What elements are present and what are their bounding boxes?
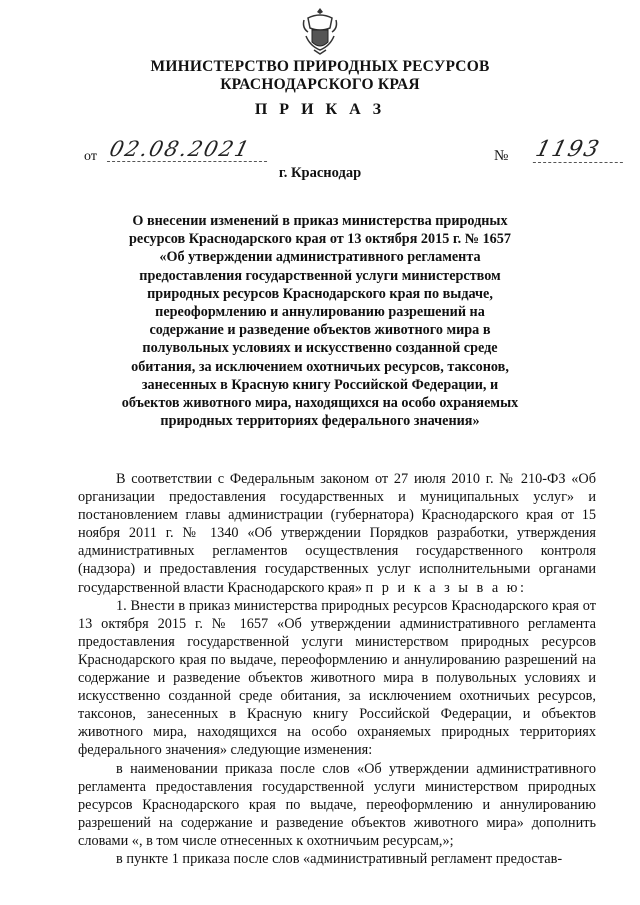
- ministry-title: МИНИСТЕРСТВО ПРИРОДНЫХ РЕСУРСОВ: [150, 58, 490, 75]
- preamble-command: п р и к а з ы в а ю:: [365, 579, 527, 596]
- region-title: КРАСНОДАРСКОГО КРАЯ: [220, 76, 420, 93]
- order-body: [78, 470, 596, 868]
- date-number-row: [84, 137, 604, 167]
- date-label: от: [84, 149, 97, 164]
- number-label: №: [494, 148, 509, 164]
- item-1-amendment-title: в наименовании приказа после слов «Об утверждении административного регламента предоставления государственной услуги министерством природных ресурсов Краснодарского края по выдаче, переоформлению и аннулированию разрешений на содержание и разведение объектов животного мира» дополнить словами «, в том числе отнесенных к охотничьим ресурсам,»;: [78, 760, 596, 849]
- coat-of-arms-icon: [300, 6, 340, 56]
- item-1-paragraph: 1. Внести в приказ министерства природных ресурсов Краснодарского края от 13 октября 2015 г. № 1657 «Об утверждении административного регламента предоставления государственной услуги министерством природных ресурсов Краснодарского края по выдаче, переоформлению и аннулированию разрешений на содержание и разведение объектов животного мира в полувольных условиях и искусственно созданной среде обитания, за исключением охотничьих ресурсов, таксонов, занесенных в Красную книгу Российской Федерации, и объектов животного мира, находящихся на особо охраняемых природных территориях федерального значения» следующие изменения:: [78, 597, 596, 759]
- order-number: 1193: [533, 137, 629, 163]
- order-heading: П Р И К А З: [254, 101, 386, 118]
- order-subject: О внесении изменений в приказ министерства природных ресурсов Краснодарского края от 13 октября 2015 г. № 1657 «Об утверждении административного регламента предоставления государственной услуги министерством природных ресурсов Краснодарского края по выдаче, переоформлению и аннулированию разрешений на содержание и разведение объектов животного мира в полувольных условиях и искусственно созданной среде обитания, за исключением охотничьих ресурсов, таксонов, занесенных в Красную книгу Российской Федерации, и объектов животного мира, находящихся на особо охраняемых природных территориях федерального значения»: [121, 213, 519, 430]
- item-1-amendment-point-1: в пункте 1 приказа после слов «административный регламент предостав-: [116, 850, 563, 867]
- order-date: 02.08.2021: [107, 137, 273, 162]
- city-line: г. Краснодар: [278, 165, 362, 181]
- preamble-paragraph: [78, 470, 596, 597]
- preamble-text: В соответствии с Федеральным законом от 27 июля 2010 г. № 210-ФЗ «Об организации предоставления государственных и муниципальных услуг» и постановлением главы администрации (губернатора) Краснодарского края от 15 ноября 2011 г. № 1340 «Об утверждении Порядков разработки, утверждения административных регламентов осуществления государственного контроля (надзора) и предоставления государственных услуг исполнительными органами государственной власти Краснодарского края»: [78, 471, 596, 596]
